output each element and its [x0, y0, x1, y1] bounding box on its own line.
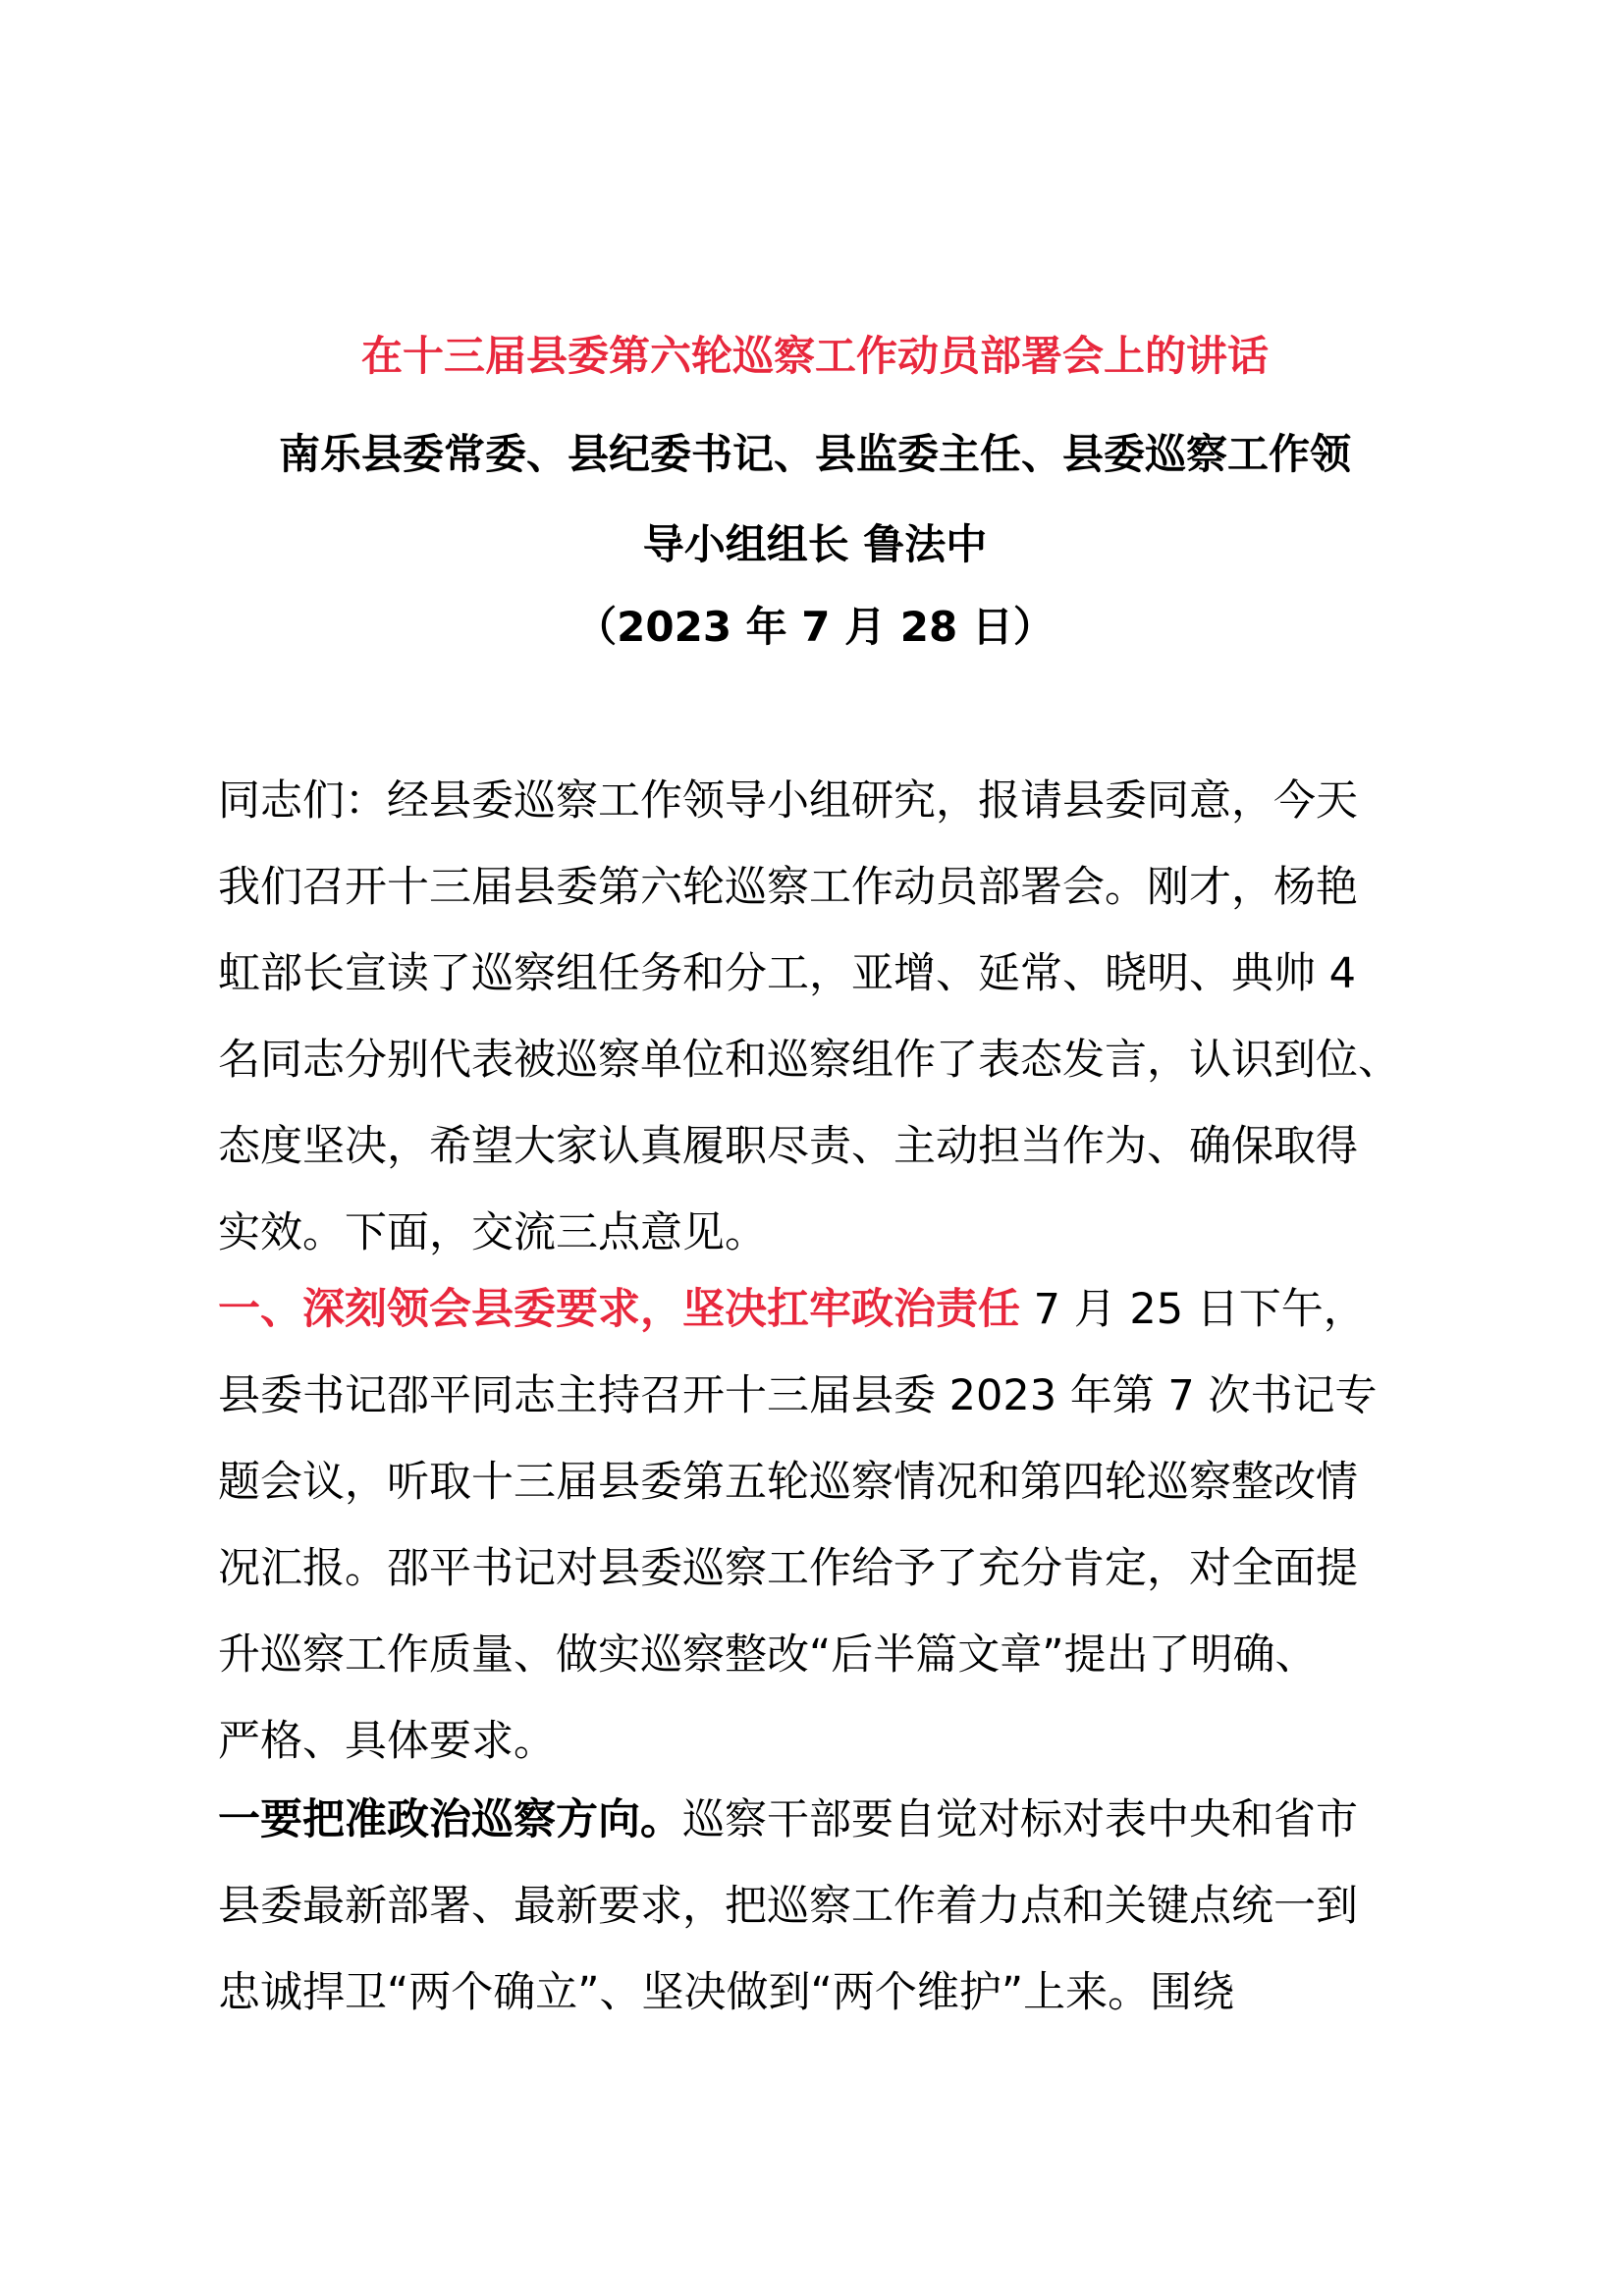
point1-heading: 一要把准政治巡察方向。 — [218, 1795, 682, 1844]
speaker-byline-line1: 南乐县委常委、县纪委书记、县监委主任、县委巡察工作领 — [278, 430, 1351, 478]
paragraph-line: 县委最新部署、最新要求，把巡察工作着力点和关键点统一到 — [218, 1882, 1358, 1931]
paragraph-line: 县委书记邵平同志主持召开十三届县委 2023 年第 7 次书记专 — [218, 1371, 1378, 1420]
point1-lead-text: 巡察干部要自觉对标对表中央和省市 — [682, 1795, 1358, 1844]
paragraph-line — [218, 1777, 1445, 1863]
point1-paragraph — [218, 1777, 1445, 2036]
paragraph-line — [218, 1266, 1445, 1353]
paragraph-line: 同志们：经县委巡察工作领导小组研究，报请县委同意，今天 — [218, 776, 1358, 826]
speaker-byline-line2: 导小组组长 鲁法中 — [642, 520, 988, 568]
section1-heading: 一、深刻领会县委要求，坚决扛牢政治责任 — [218, 1285, 1020, 1334]
section1-lead-text: 7 月 25 日下午， — [1020, 1285, 1366, 1334]
paragraph-line: 况汇报。邵平书记对县委巡察工作给予了充分肯定，对全面提 — [218, 1544, 1358, 1593]
paragraph-line: 忠诚捍卫“两个确立”、坚决做到“两个维护”上来。围绕 — [218, 1968, 1235, 2017]
section1-paragraph — [218, 1266, 1445, 1785]
paragraph-line: 严格、具体要求。 — [218, 1717, 556, 1766]
paragraph-line: 名同志分别代表被巡察单位和巡察组作了表态发言，认识到位、 — [218, 1036, 1400, 1085]
paragraph-line: 我们召开十三届县委第六轮巡察工作动员部署会。刚才，杨艳 — [218, 863, 1358, 912]
paragraph-line: 虹部长宣读了巡察组任务和分工，亚增、延常、晓明、典帅 4 — [218, 949, 1357, 998]
paragraph-line: 实效。下面，交流三点意见。 — [218, 1208, 767, 1257]
speech-title: 在十三届县委第六轮巡察工作动员部署会上的讲话 — [360, 332, 1269, 380]
intro-paragraph — [218, 758, 1445, 1276]
paragraph-line: 态度坚决，希望大家认真履职尽责、主动担当作为、确保取得 — [218, 1122, 1358, 1171]
paragraph-line: 升巡察工作质量、做实巡察整改“后半篇文章”提出了明确、 — [218, 1630, 1318, 1680]
paragraph-line: 题会议，听取十三届县委第五轮巡察情况和第四轮巡察整改情 — [218, 1458, 1358, 1507]
speech-date: （2023 年 7 月 28 日） — [575, 603, 1055, 651]
